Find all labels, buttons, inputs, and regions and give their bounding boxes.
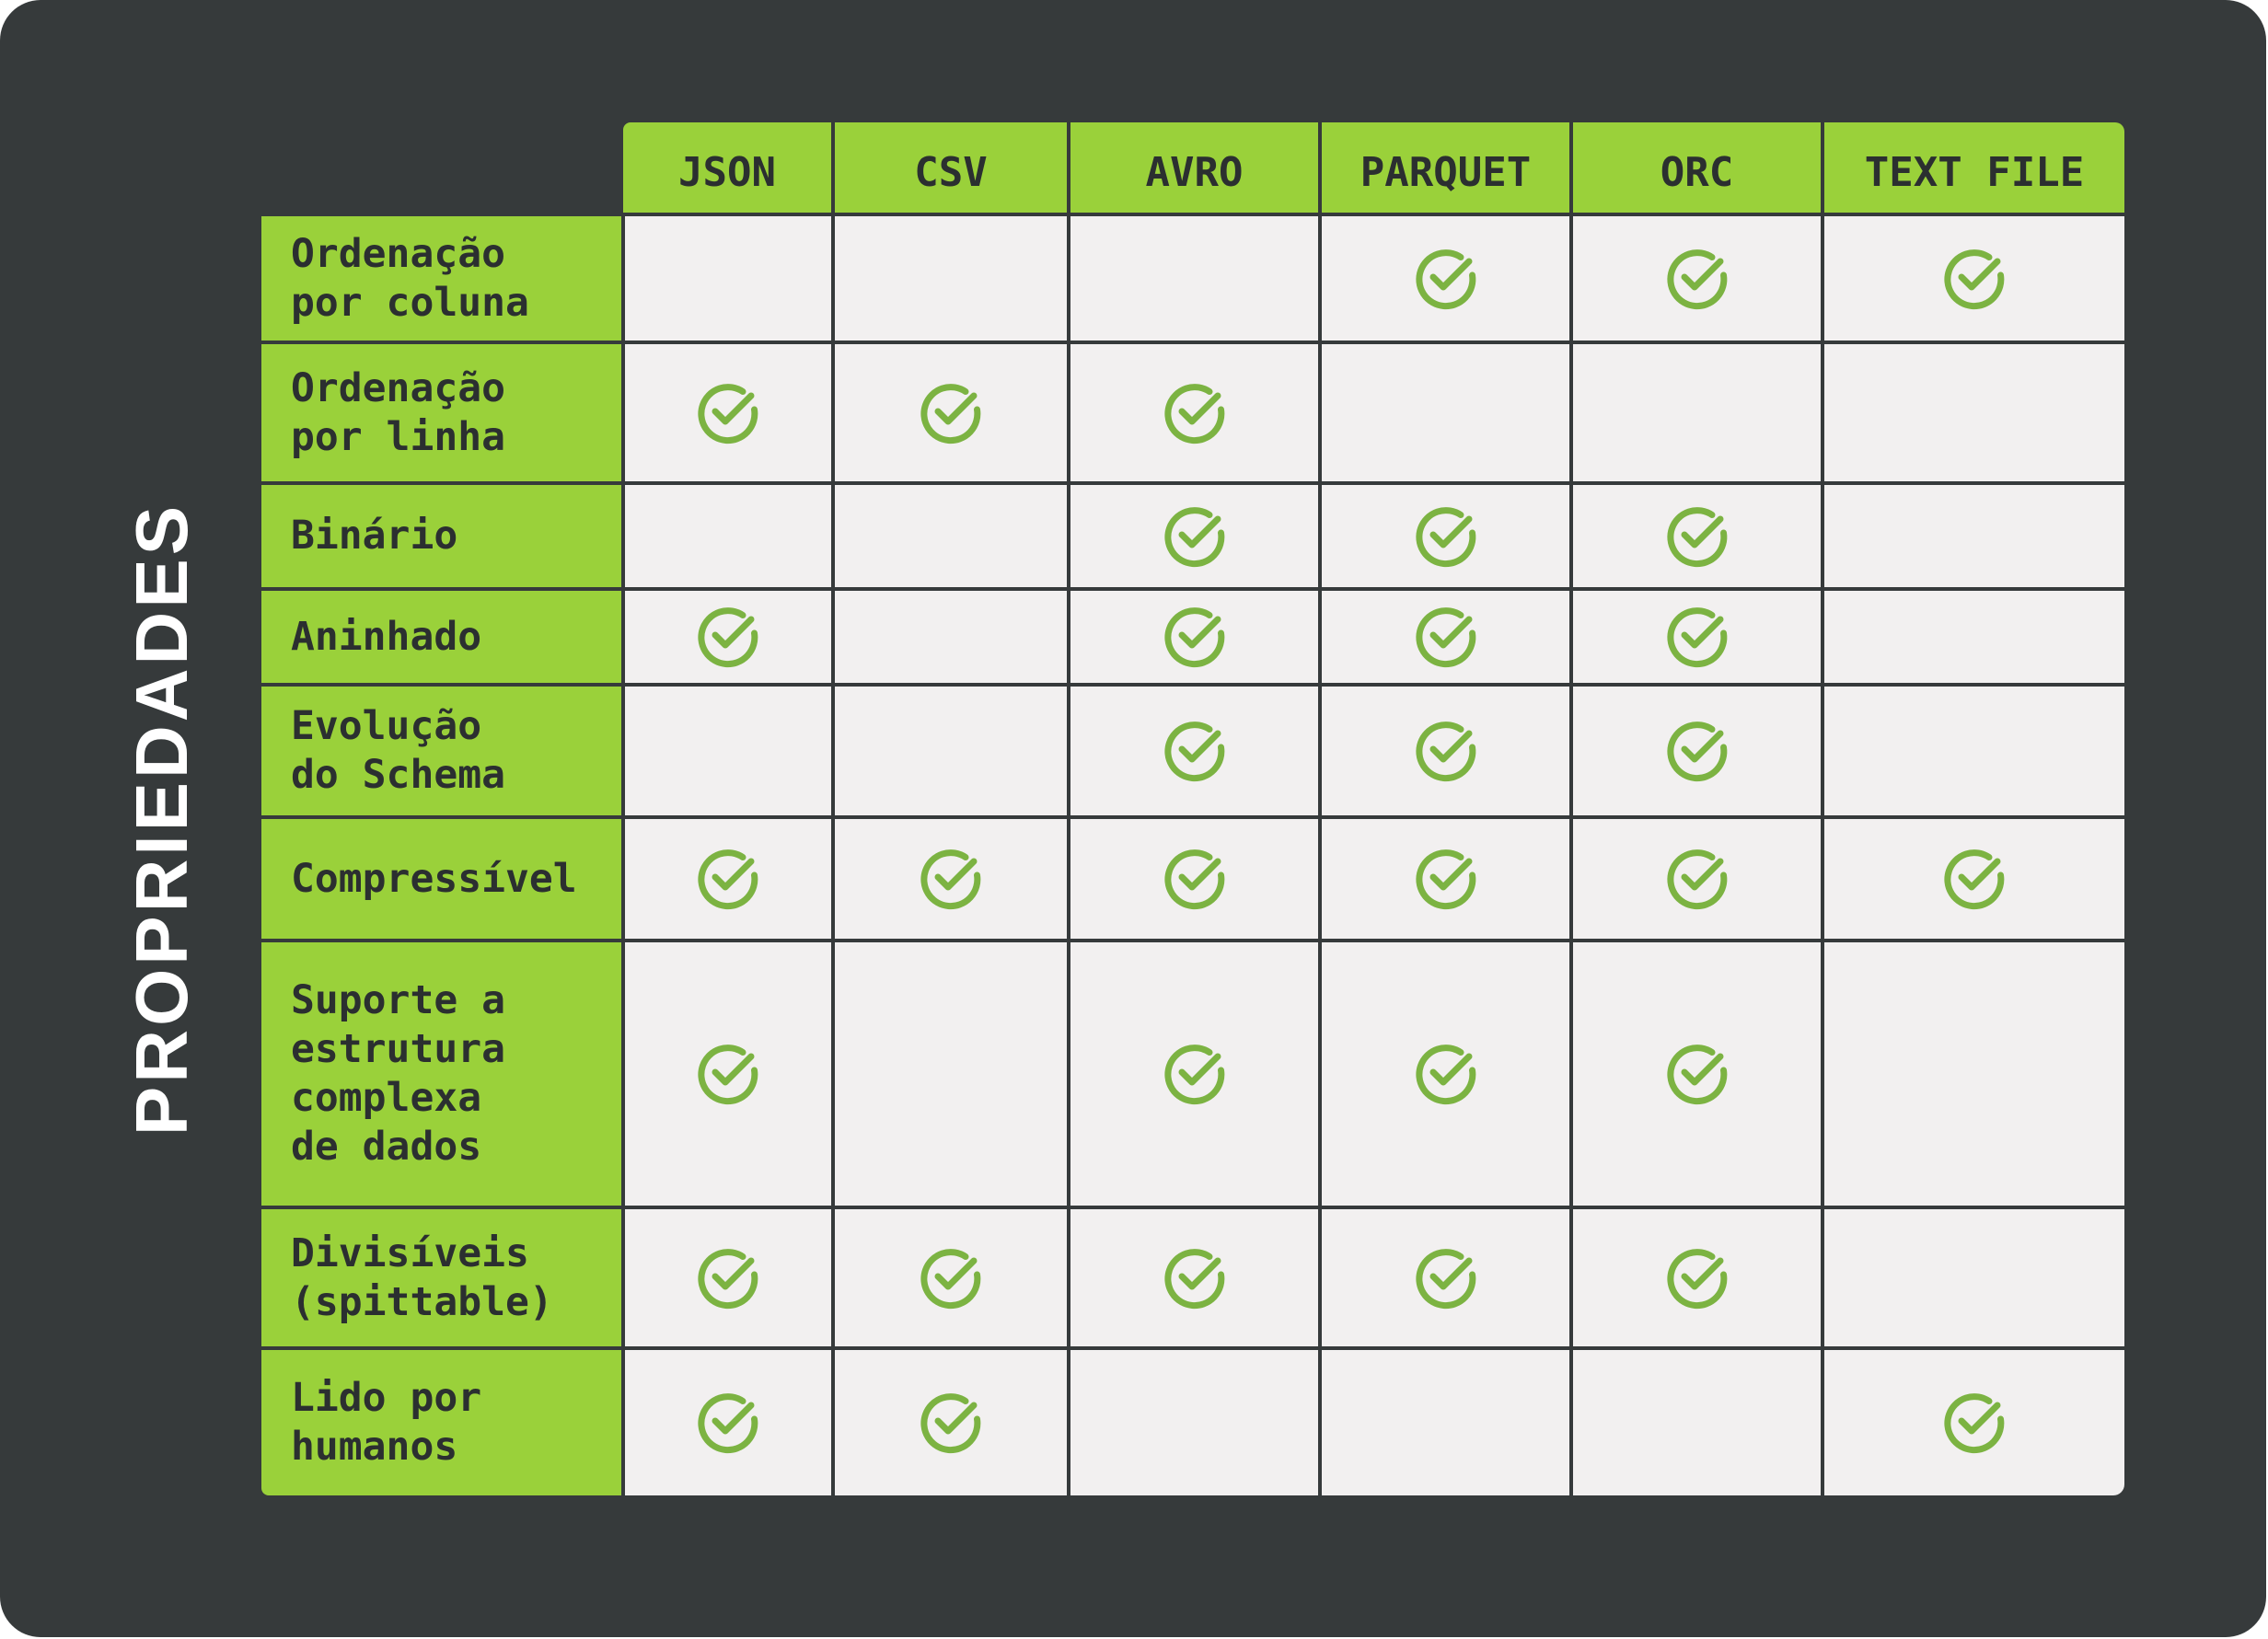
cell-ordenacao-por-linha-json [625, 344, 831, 481]
side-label: PROPRIEDADES [121, 502, 202, 1137]
column-header-text-file: TEXT FILE [1824, 122, 2124, 213]
cell-ordenacao-por-coluna-json [625, 216, 831, 340]
cell-aninhado-json [625, 591, 831, 683]
cell-divisiveis-spittable-orc [1573, 1209, 1821, 1346]
check-circle-icon [1664, 1245, 1730, 1311]
property-lido-por-humanos [261, 1350, 621, 1495]
column-header-orc: ORC [1573, 122, 1821, 213]
cell-compressivel-json [625, 819, 831, 939]
cell-suporte-a-estrutura-complexa-de-dados-text-file [1824, 942, 2124, 1206]
property-label: Aninhado [291, 613, 482, 660]
cell-suporte-a-estrutura-complexa-de-dados-csv [835, 942, 1067, 1206]
property-label: Divisíveis (spittable) [291, 1229, 553, 1325]
cell-compressivel-text-file [1824, 819, 2124, 939]
cell-lido-por-humanos-text-file [1824, 1350, 2124, 1495]
cell-compressivel-avro [1070, 819, 1318, 939]
column-header-json: JSON [623, 122, 831, 213]
check-circle-icon [1941, 246, 2008, 312]
cell-ordenacao-por-linha-text-file [1824, 344, 2124, 481]
property-label: Evolução do Schema [291, 703, 505, 798]
cell-suporte-a-estrutura-complexa-de-dados-orc [1573, 942, 1821, 1206]
check-circle-icon [1664, 718, 1730, 784]
property-evolucao-do-schema [261, 687, 621, 815]
cell-ordenacao-por-coluna-csv [835, 216, 1067, 340]
check-circle-icon [1664, 1041, 1730, 1107]
cell-binario-parquet [1322, 485, 1569, 587]
property-ordenacao-por-coluna [261, 216, 621, 340]
cell-divisiveis-spittable-parquet [1322, 1209, 1569, 1346]
check-circle-icon [1413, 604, 1479, 670]
check-circle-icon [1664, 604, 1730, 670]
column-header-csv: CSV [835, 122, 1067, 213]
property-label: Ordenação por linha [291, 364, 505, 460]
cell-aninhado-parquet [1322, 591, 1569, 683]
property-binario [261, 485, 621, 587]
column-header-parquet: PARQUET [1322, 122, 1569, 213]
cell-evolucao-do-schema-avro [1070, 687, 1318, 815]
cell-divisiveis-spittable-csv [835, 1209, 1067, 1346]
cell-divisiveis-spittable-json [625, 1209, 831, 1346]
check-circle-icon [695, 846, 761, 912]
cell-compressivel-csv [835, 819, 1067, 939]
cell-binario-orc [1573, 485, 1821, 587]
cell-ordenacao-por-linha-orc [1573, 344, 1821, 481]
cell-suporte-a-estrutura-complexa-de-dados-avro [1070, 942, 1318, 1206]
property-label: Lido por humanos [291, 1375, 482, 1470]
cell-binario-avro [1070, 485, 1318, 587]
check-circle-icon [1413, 246, 1479, 312]
property-compressivel [261, 819, 621, 939]
cell-suporte-a-estrutura-complexa-de-dados-parquet [1322, 942, 1569, 1206]
cell-evolucao-do-schema-csv [835, 687, 1067, 815]
cell-ordenacao-por-linha-avro [1070, 344, 1318, 481]
property-suporte-a-estrutura-complexa-de-dados [261, 942, 621, 1206]
check-circle-icon [1941, 846, 2008, 912]
check-circle-icon [1413, 718, 1479, 784]
check-circle-icon [1664, 846, 1730, 912]
property-label: Binário [291, 513, 458, 559]
check-circle-icon [1162, 1041, 1228, 1107]
check-circle-icon [1413, 1041, 1479, 1107]
check-circle-icon [695, 1041, 761, 1107]
cell-binario-csv [835, 485, 1067, 587]
check-circle-icon [1413, 846, 1479, 912]
property-label: Compressível [291, 855, 577, 902]
cell-ordenacao-por-coluna-orc [1573, 216, 1821, 340]
check-circle-icon [1162, 1245, 1228, 1311]
check-circle-icon [1941, 1390, 2008, 1456]
cell-ordenacao-por-coluna-parquet [1322, 216, 1569, 340]
cell-evolucao-do-schema-json [625, 687, 831, 815]
check-circle-icon [1413, 503, 1479, 570]
check-circle-icon [918, 1245, 984, 1311]
property-aninhado [261, 591, 621, 683]
check-circle-icon [1664, 246, 1730, 312]
property-ordenacao-por-linha [261, 344, 621, 481]
cell-compressivel-parquet [1322, 819, 1569, 939]
cell-lido-por-humanos-avro [1070, 1350, 1318, 1495]
cell-divisiveis-spittable-avro [1070, 1209, 1318, 1346]
check-circle-icon [1162, 718, 1228, 784]
check-circle-icon [1162, 604, 1228, 670]
cell-aninhado-orc [1573, 591, 1821, 683]
cell-lido-por-humanos-orc [1573, 1350, 1821, 1495]
check-circle-icon [695, 380, 761, 446]
cell-lido-por-humanos-csv [835, 1350, 1067, 1495]
cell-binario-json [625, 485, 831, 587]
cell-aninhado-csv [835, 591, 1067, 683]
property-label: Ordenação por coluna [291, 230, 529, 326]
cell-ordenacao-por-coluna-avro [1070, 216, 1318, 340]
column-header-avro: AVRO [1070, 122, 1318, 213]
cell-evolucao-do-schema-orc [1573, 687, 1821, 815]
cell-binario-text-file [1824, 485, 2124, 587]
cell-ordenacao-por-linha-csv [835, 344, 1067, 481]
check-circle-icon [918, 846, 984, 912]
cell-aninhado-avro [1070, 591, 1318, 683]
cell-suporte-a-estrutura-complexa-de-dados-json [625, 942, 831, 1206]
cell-aninhado-text-file [1824, 591, 2124, 683]
cell-evolucao-do-schema-text-file [1824, 687, 2124, 815]
check-circle-icon [1664, 503, 1730, 570]
cell-compressivel-orc [1573, 819, 1821, 939]
check-circle-icon [1162, 380, 1228, 446]
check-circle-icon [695, 1245, 761, 1311]
check-circle-icon [695, 604, 761, 670]
cell-ordenacao-por-linha-parquet [1322, 344, 1569, 481]
cell-lido-por-humanos-parquet [1322, 1350, 1569, 1495]
property-label: Suporte a estrutura complexa de dados [291, 977, 505, 1170]
cell-lido-por-humanos-json [625, 1350, 831, 1495]
cell-ordenacao-por-coluna-text-file [1824, 216, 2124, 340]
cell-divisiveis-spittable-text-file [1824, 1209, 2124, 1346]
check-circle-icon [695, 1390, 761, 1456]
check-circle-icon [1162, 846, 1228, 912]
check-circle-icon [918, 1390, 984, 1456]
check-circle-icon [1413, 1245, 1479, 1311]
cell-evolucao-do-schema-parquet [1322, 687, 1569, 815]
check-circle-icon [1162, 503, 1228, 570]
check-circle-icon [918, 380, 984, 446]
property-divisiveis-spittable [261, 1209, 621, 1346]
